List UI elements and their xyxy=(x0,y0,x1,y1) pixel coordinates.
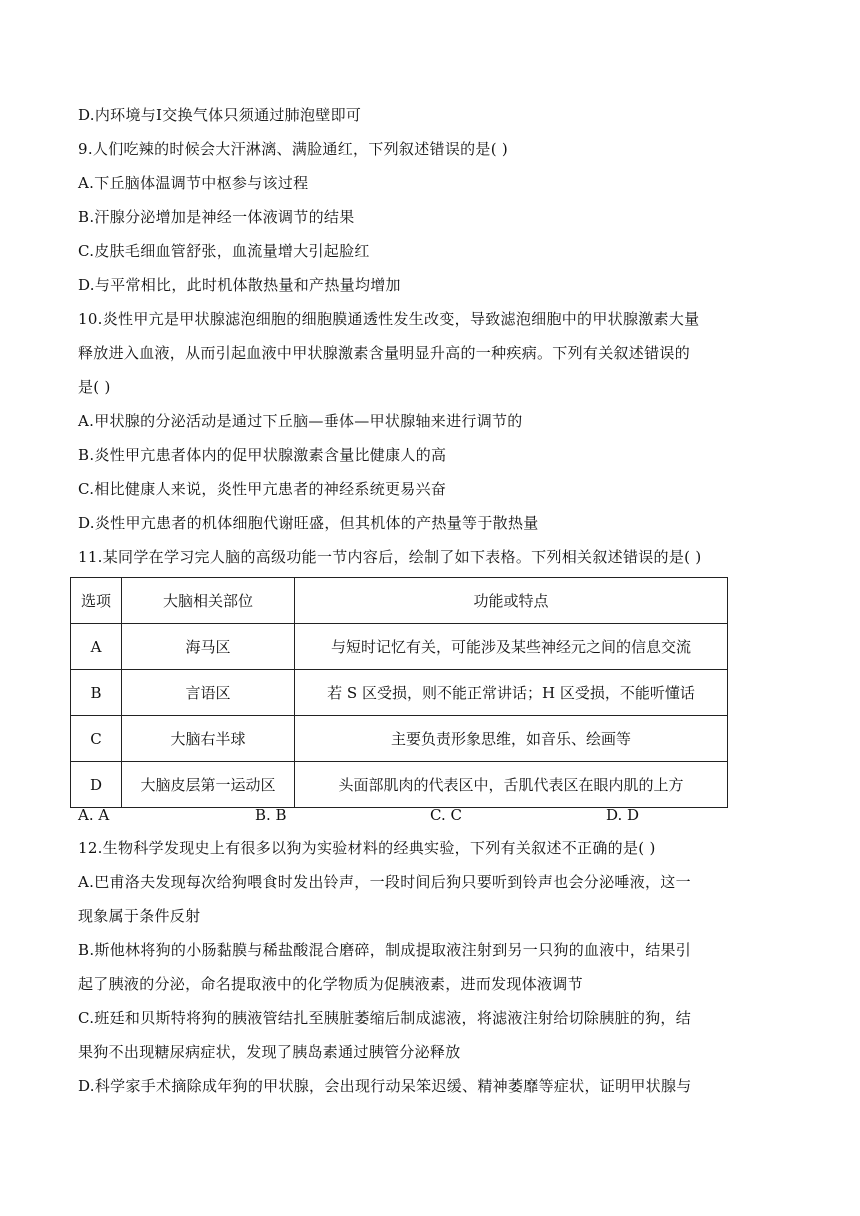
table-cell: B xyxy=(71,670,122,716)
q12-option-b: 起了胰液的分泌，命名提取液中的化学物质为促胰液素，进而发现体液调节 xyxy=(78,975,583,993)
q10-option-d: D.炎性甲亢患者的机体细胞代谢旺盛，但其机体的产热量等于散热量 xyxy=(78,514,539,532)
table-cell: 与短时记忆有关，可能涉及某些神经元之间的信息交流 xyxy=(295,624,728,670)
table-header-cell: 功能或特点 xyxy=(295,578,728,624)
q9-option-a: A.下丘脑体温调节中枢参与该过程 xyxy=(78,174,309,192)
question-10-stem: 释放进入血液，从而引起血液中甲状腺激素含量明显升高的一种疾病。下列有关叙述错误的 xyxy=(78,344,691,362)
q9-option-c: C.皮肤毛细血管舒张，血流量增大引起脸红 xyxy=(78,242,370,260)
table-row xyxy=(71,624,728,670)
table-cell: 头面部肌肉的代表区中，舌肌代表区在眼内肌的上方 xyxy=(295,762,728,808)
q12-option-c: 果狗不出现糖尿病症状，发现了胰岛素通过胰管分泌释放 xyxy=(78,1043,461,1061)
q12-option-d: D.科学家手术摘除成年狗的甲状腺，会出现行动呆笨迟缓、精神萎靡等症状，证明甲状腺与 xyxy=(78,1077,692,1095)
q12-option-a: A.巴甫洛夫发现每次给狗喂食时发出铃声，一段时间后狗只要听到铃声也会分泌唾液，这一 xyxy=(78,873,691,891)
table-cell: 若 S 区受损，则不能正常讲话；H 区受损，不能听懂话 xyxy=(295,670,728,716)
q11-choice-c: C. C xyxy=(430,806,462,824)
q12-option-b: B.斯他林将狗的小肠黏膜与稀盐酸混合磨碎，制成提取液注射到另一只狗的血液中，结果引 xyxy=(78,941,692,959)
q11-choice-a: A. A xyxy=(78,806,110,824)
q10-option-a: A.甲状腺的分泌活动是通过下丘脑—垂体—甲状腺轴来进行调节的 xyxy=(78,412,523,430)
question-9-stem: 9.人们吃辣的时候会大汗淋漓、满脸通红，下列叙述错误的是( ) xyxy=(78,140,509,158)
table-header-row xyxy=(71,578,728,624)
table-cell: A xyxy=(71,624,122,670)
q10-option-c: C.相比健康人来说，炎性甲亢患者的神经系统更易兴奋 xyxy=(78,480,447,498)
text-line: D.内环境与Ⅰ交换气体只须通过肺泡壁即可 xyxy=(78,106,362,124)
table-row xyxy=(71,716,728,762)
question-11-stem: 11.某同学在学习完人脑的高级功能一节内容后，绘制了如下表格。下列相关叙述错误的是( ) xyxy=(78,548,702,566)
table-cell: C xyxy=(71,716,122,762)
table-cell: D xyxy=(71,762,122,808)
table-cell: 海马区 xyxy=(122,624,295,670)
q9-option-b: B.汗腺分泌增加是神经一体液调节的结果 xyxy=(78,208,355,226)
q11-choice-d: D. D xyxy=(606,806,640,824)
table-cell: 大脑皮层第一运动区 xyxy=(122,762,295,808)
table-row xyxy=(71,762,728,808)
table-header-cell: 大脑相关部位 xyxy=(122,578,295,624)
table-cell: 主要负责形象思维，如音乐、绘画等 xyxy=(295,716,728,762)
q12-option-a: 现象属于条件反射 xyxy=(78,907,201,925)
question-12-stem: 12.生物科学发现史上有很多以狗为实验材料的经典实验，下列有关叙述不正确的是( ) xyxy=(78,839,656,857)
table-header-cell: 选项 xyxy=(71,578,122,624)
brain-function-table xyxy=(70,577,728,808)
table-cell: 大脑右半球 xyxy=(122,716,295,762)
table-cell: 言语区 xyxy=(122,670,295,716)
q12-option-c: C.班廷和贝斯特将狗的胰液管结扎至胰脏萎缩后制成滤液，将滤液注射给切除胰脏的狗，结 xyxy=(78,1009,692,1027)
question-10-stem: 10.炎性甲亢是甲状腺滤泡细胞的细胞膜通透性发生改变，导致滤泡细胞中的甲状腺激素大量 xyxy=(78,310,700,328)
q9-option-d: D.与平常相比，此时机体散热量和产热量均增加 xyxy=(78,276,401,294)
q10-option-b: B.炎性甲亢患者体内的促甲状腺激素含量比健康人的高 xyxy=(78,446,447,464)
table-row xyxy=(71,670,728,716)
question-10-stem: 是( ) xyxy=(78,378,111,396)
q11-choice-b: B. B xyxy=(255,806,287,824)
